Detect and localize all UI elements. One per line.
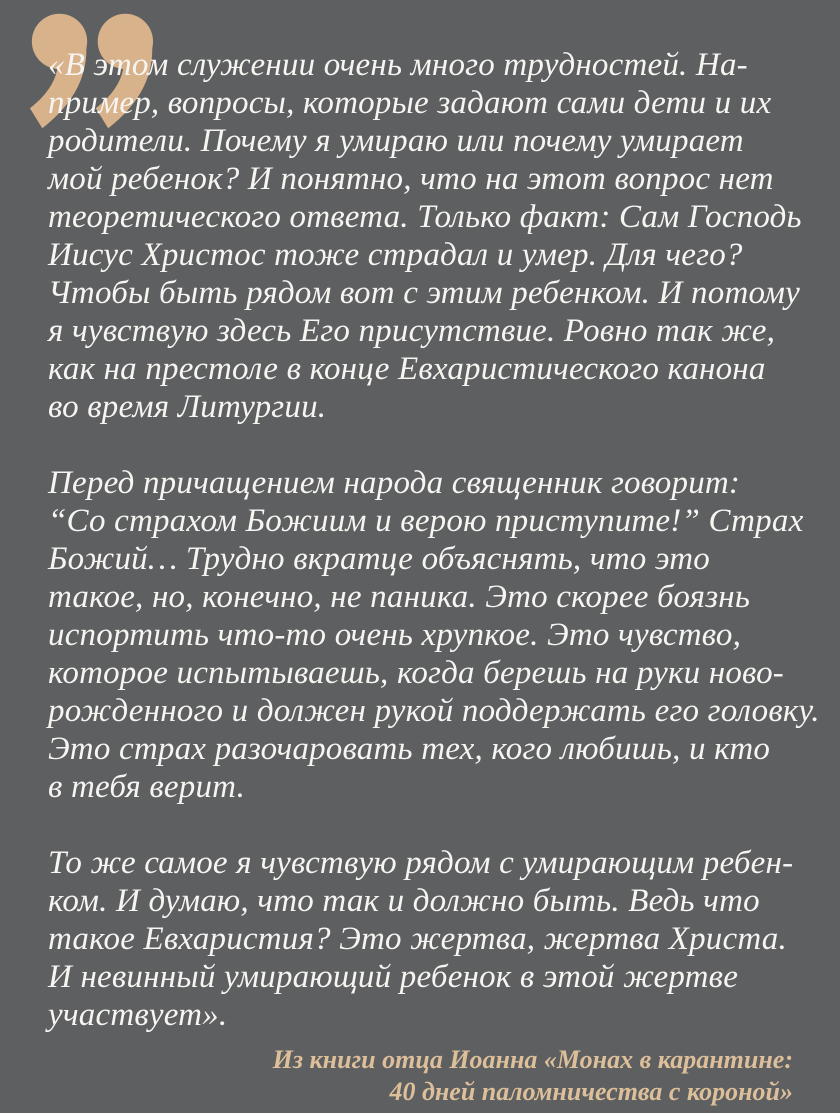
- quote-paragraph-3: [48, 844, 796, 1034]
- quote-line: И невинный умирающий ребенок в этой жертве: [48, 959, 739, 995]
- quote-line: То же самое я чувствую рядом с умирающим ребен-: [48, 845, 794, 881]
- attribution-line: Из книги отца Иоанна «Монах в карантине:: [272, 1045, 793, 1074]
- quote-line: мой ребенок? И понятно, что на этот вопрос нет: [48, 161, 774, 197]
- quote-line: “Со страхом Божиим и верою приступите!” Страх: [48, 503, 804, 539]
- quote-line: пример, вопросы, которые задают сами дети и их: [48, 85, 772, 121]
- quote-line: Божий… Трудно вкратце объяснять, что это: [48, 541, 710, 577]
- quote-line: во время Литургии.: [48, 389, 327, 425]
- quote-line: такое Евхаристия? Это жертва, жертва Христа.: [48, 921, 787, 957]
- quote-line: Это страх разочаровать тех, кого любишь, и кто: [48, 731, 771, 767]
- quote-line: Перед причащением народа священник говорит:: [48, 465, 741, 501]
- quote-line: Чтобы быть рядом вот с этим ребенком. И потому: [48, 275, 801, 311]
- attribution-line: 40 дней паломничества с короной»: [389, 1077, 793, 1106]
- quote-paragraph-2: [48, 464, 820, 806]
- quote-line: в тебя верит.: [48, 769, 246, 805]
- quote-line: испортить что-то очень хрупкое. Это чувство,: [48, 617, 742, 653]
- quote-line: Иисус Христос тоже страдал и умер. Для чего?: [48, 237, 743, 273]
- quote-line: рожденного и должен рукой поддержать его головку.: [48, 693, 820, 729]
- quote-line: ком. И думаю, что так и должно быть. Ведь что: [48, 883, 760, 919]
- quote-line: как на престоле в конце Евхаристического канона: [48, 351, 766, 387]
- quote-line: участвует».: [48, 997, 228, 1033]
- quote-line: которое испытываешь, когда берешь на руки ново-: [48, 655, 784, 691]
- attribution: [0, 1044, 840, 1108]
- quote-line: «В этом служении очень много трудностей. На-: [48, 47, 748, 83]
- quote-line: такое, но, конечно, не паника. Это скорее боязнь: [48, 579, 751, 615]
- quote-line: родители. Почему я умираю или почему умирает: [48, 123, 744, 159]
- quote-paragraph-1: [48, 46, 802, 426]
- quote-line: я чувствую здесь Его присутствие. Ровно так же,: [48, 313, 776, 349]
- quote-line: теоретического ответа. Только факт: Сам Господь: [48, 199, 802, 235]
